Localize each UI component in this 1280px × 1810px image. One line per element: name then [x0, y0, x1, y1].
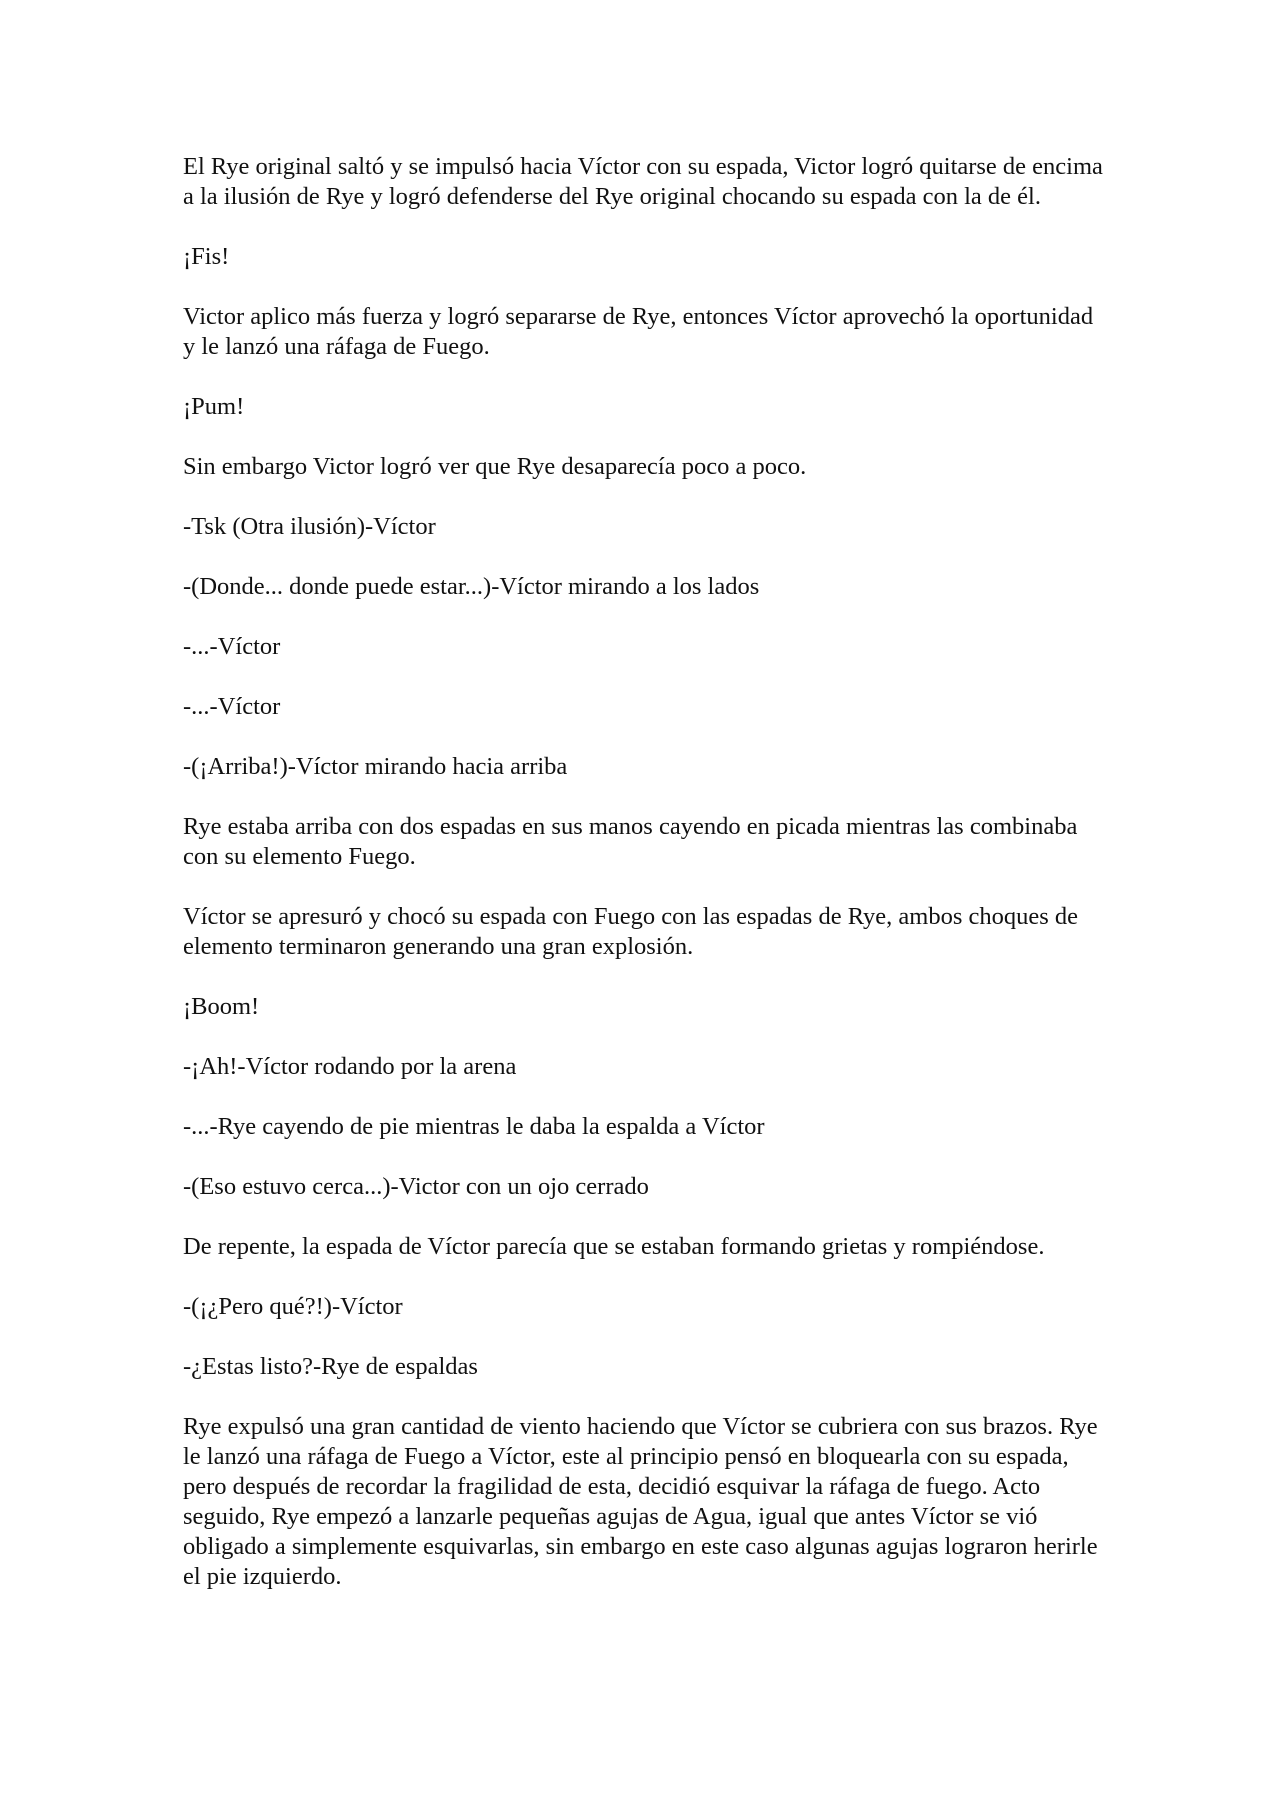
paragraph: ¡Fis! — [183, 243, 230, 270]
paragraph: Sin embargo Victor logró ver que Rye desaparecía poco a poco. — [183, 453, 807, 480]
paragraph: ¡Boom! — [183, 993, 260, 1020]
paragraph: Rye expulsó una gran cantidad de viento haciendo que Víctor se cubriera con sus brazos. Rye le lanzó una ráfaga de Fuego a Víctor, este al principio pensó en bloquearla con su espada, pero después de recordar la fragilidad de esta, decidió esquivar la ráfaga de fuego. Acto seguido, Rye empezó a lanzarle pequeñas agujas de Agua, igual que antes Víctor se vió obligado a simplemente esquivarlas, sin embargo en este caso algunas agujas lograron herirle el pie izquierdo. — [183, 1413, 1098, 1590]
paragraph: De repente, la espada de Víctor parecía que se estaban formando grietas y rompiéndose. — [183, 1233, 1045, 1260]
paragraph: -(Eso estuvo cerca...)-Victor con un ojo cerrado — [183, 1173, 649, 1200]
paragraph: -¡Ah!-Víctor rodando por la arena — [183, 1053, 517, 1080]
paragraph: -Tsk (Otra ilusión)-Víctor — [183, 513, 436, 540]
paragraph: Rye estaba arriba con dos espadas en sus manos cayendo en picada mientras las combinaba con su elemento Fuego. — [183, 813, 1078, 870]
paragraph: -...-Rye cayendo de pie mientras le daba la espalda a Víctor — [183, 1113, 765, 1140]
paragraph: El Rye original saltó y se impulsó hacia Víctor con su espada, Victor logró quitarse de encima a la ilusión de Rye y logró defenderse del Rye original chocando su espada con la de él. — [183, 153, 1103, 210]
paragraph: -...-Víctor — [183, 693, 281, 720]
paragraph: Victor aplico más fuerza y logró separarse de Rye, entonces Víctor aprovechó la oportunidad y le lanzó una ráfaga de Fuego. — [183, 303, 1094, 360]
paragraph: -(Donde... donde puede estar...)-Víctor mirando a los lados — [183, 573, 760, 600]
paragraph: -¿Estas listo?-Rye de espaldas — [183, 1353, 478, 1380]
paragraph: -...-Víctor — [183, 633, 281, 660]
paragraph: ¡Pum! — [183, 393, 245, 420]
paragraph: -(¡¿Pero qué?!)-Víctor — [183, 1293, 403, 1320]
story-text — [183, 152, 1103, 1592]
paragraph: -(¡Arriba!)-Víctor mirando hacia arriba — [183, 753, 568, 780]
paragraph: Víctor se apresuró y chocó su espada con Fuego con las espadas de Rye, ambos choques de elemento terminaron generando una gran explosión. — [183, 903, 1079, 960]
